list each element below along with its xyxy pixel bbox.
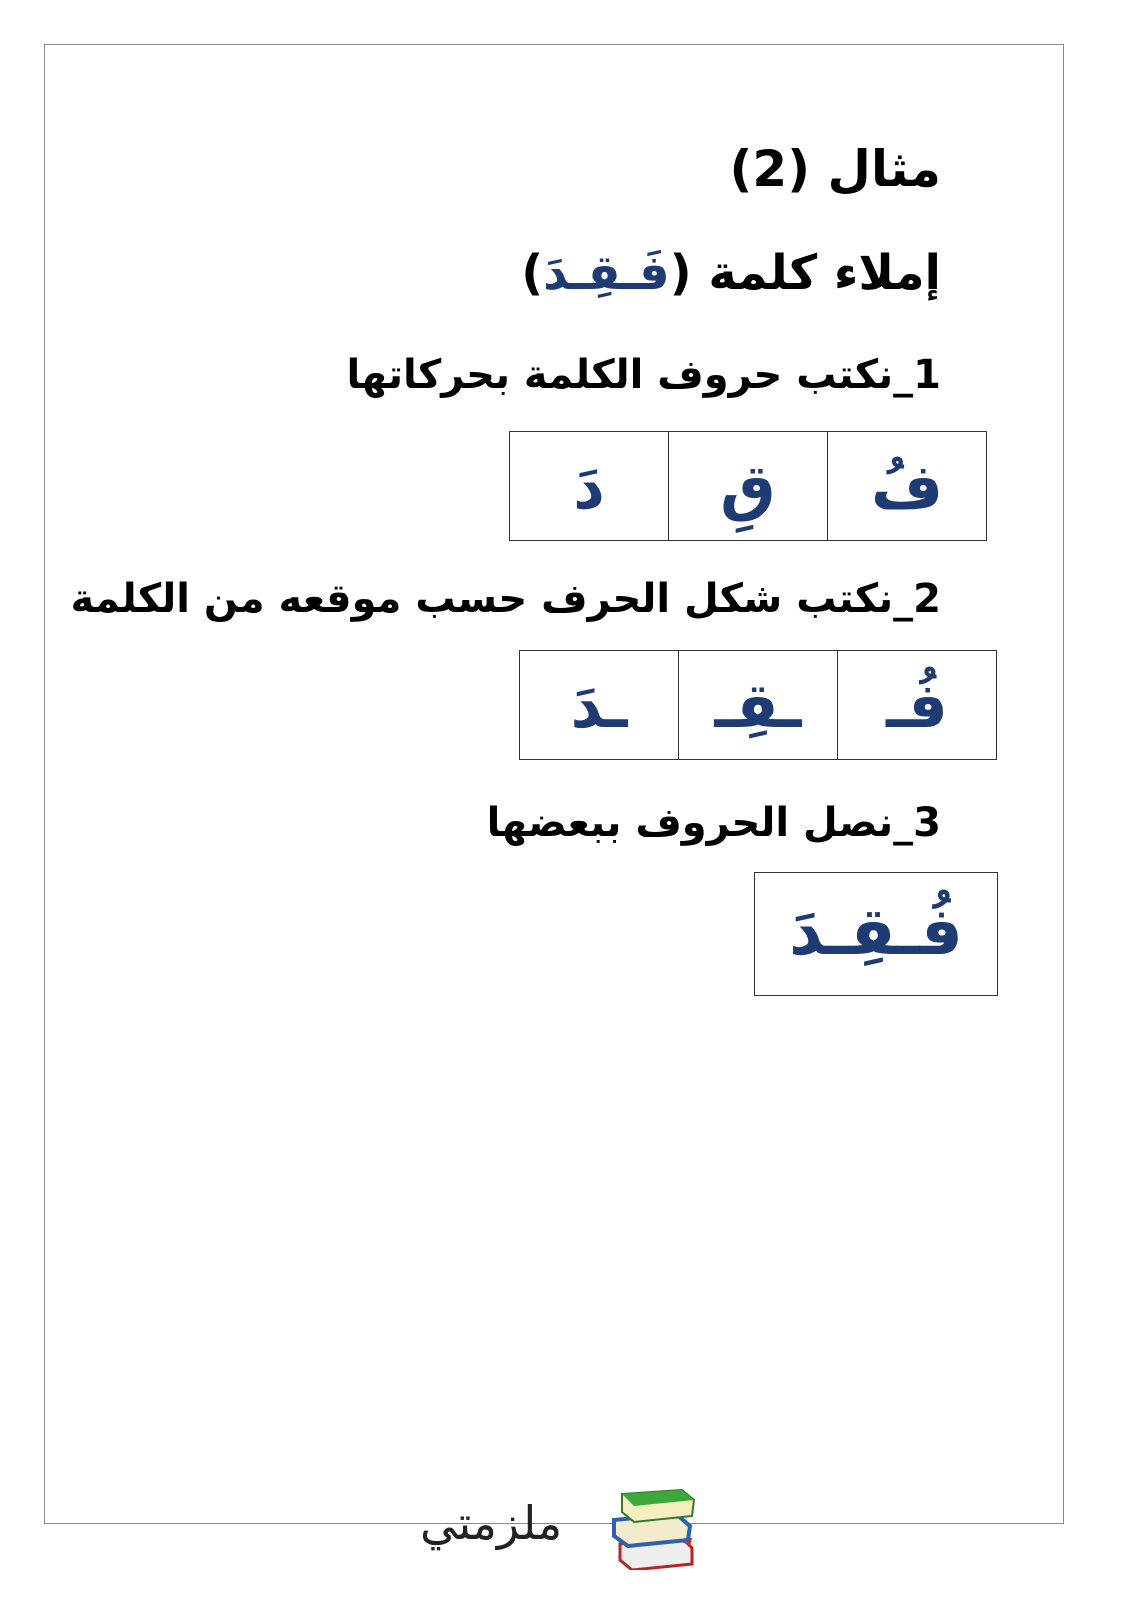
joined-word-box: فُـقِـدَ	[754, 872, 998, 996]
letter-form-cell: ـدَ	[520, 651, 679, 760]
step-1-label: 1_نكتب حروف الكلمة بحركاتها	[346, 352, 941, 398]
step-3-label: 3_نصل الحروف ببعضها	[486, 800, 941, 846]
logo	[420, 1480, 700, 1570]
letter-cell: دَ	[510, 432, 669, 541]
letters-table	[509, 431, 987, 541]
subtitle-word: فَـقِـدَ	[543, 245, 670, 301]
letter-cell: فُ	[828, 432, 987, 541]
subtitle	[521, 245, 941, 301]
letter-cell: قِ	[669, 432, 828, 541]
letter-form-cell: ـقِـ	[679, 651, 838, 760]
subtitle-prefix: إملاء كلمة (	[669, 245, 941, 301]
books-icon	[610, 1486, 700, 1570]
subtitle-suffix: )	[521, 245, 544, 301]
page-title: مثال (2)	[729, 140, 941, 198]
step-2-label: 2_نكتب شكل الحرف حسب موقعه من الكلمة	[70, 576, 941, 622]
letter-form-cell: فُـ	[838, 651, 997, 760]
logo-text: ملزمتي	[420, 1496, 563, 1550]
letter-forms-table	[519, 650, 997, 760]
